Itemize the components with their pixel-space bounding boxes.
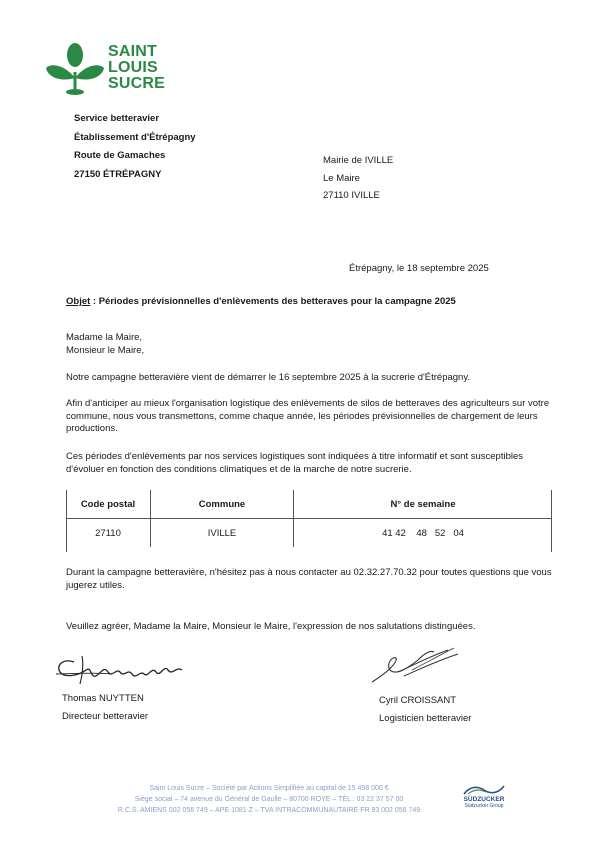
subject-label: Objet: [66, 296, 91, 307]
sudzucker-mark-icon: [456, 782, 512, 796]
footer-line: R.C.S. AMIENS 002 056 749 – APE 1081 Z – TVA INTRACOMMUNAUTAIRE FR 93 002 056 749: [117, 807, 421, 814]
cell-commune: IVILLE: [151, 519, 294, 548]
table-row: [66, 519, 552, 548]
logo-line-2: LOUIS: [108, 59, 158, 76]
paragraph-4: Durant la campagne betteravière, n'hésitez pas à nous contacter au 02.32.27.70.32 pour toutes questions que vous jugerez utiles.: [66, 567, 552, 591]
salutation-line: Madame la Maire,: [66, 332, 143, 343]
header-code-postal: Code postal: [66, 490, 151, 519]
table-header-row: [66, 490, 552, 519]
sudzucker-logo: [456, 782, 512, 810]
header-commune: Commune: [151, 490, 294, 519]
paragraph-1: Notre campagne betteravière vient de démarrer le 16 septembre 2025 à la sucrerie d'Étrépagny.: [66, 372, 471, 383]
footer: [86, 783, 452, 816]
logo-line-3: SUCRE: [108, 75, 166, 92]
signatory-name: Thomas NUYTTEN: [62, 693, 144, 704]
sender-line: 27150 ÉTRÉPAGNY: [74, 168, 162, 180]
footer-line: Siège social – 74 avenue du Général de Gaulle – 80700 ROYE – TÉL : 03 22 37 57 00: [134, 796, 404, 803]
sender-line: Service betteravier: [74, 113, 160, 124]
signatory-title: Logisticien betteravier: [379, 713, 472, 724]
recipient-line: Le Maire: [323, 172, 360, 184]
leaf-logo-icon: [44, 42, 106, 98]
footer-line: Saint Louis Sucre – Société par Actions Simplifiée au capital de 15 458 000 €: [149, 785, 389, 792]
company-logo: [44, 40, 174, 100]
signature-left: [52, 652, 190, 686]
sender-line: Route de Gamaches: [74, 150, 166, 161]
signatory-left: [62, 690, 148, 726]
sender-address: [74, 110, 196, 184]
logo-line-1: SAINT: [108, 43, 157, 60]
recipient-address: [323, 152, 393, 205]
letter-date: Étrépagny, le 18 septembre 2025: [349, 263, 489, 274]
signatory-name: Cyril CROISSANT: [379, 695, 457, 706]
cell-code-postal: 27110: [95, 527, 121, 539]
recipient-line: Mairie de IVILLE: [323, 155, 394, 166]
sudzucker-group: Südzucker Group: [464, 803, 504, 809]
sender-line: Établissement d'Étrépagny: [74, 131, 196, 143]
paragraph-2: Afin d'anticiper au mieux l'organisation logistique des enlèvements de silos de betteraves des agriculteurs sur votre commune, nous vous transmettons, comme chaque année, les périodes prévisionnelles de chargement de leurs productions.: [66, 398, 550, 434]
signatory-right: [379, 692, 471, 728]
cell-weeks: 41 42 48 52 04: [294, 519, 553, 548]
paragraph-5: Veuillez agréer, Madame la Maire, Monsieur le Maire, l'expression de nos salutations distinguées.: [66, 621, 476, 632]
collection-periods-table: [66, 490, 552, 547]
paragraph-3: Ces périodes d'enlèvements par nos services logistiques sont indiquées à titre informatif et sont susceptibles d'évoluer en fonction des conditions climatiques et de la marche de notre sucrerie.: [66, 451, 523, 475]
header-week-number: N° de semaine: [294, 490, 553, 519]
salutation: [66, 332, 144, 357]
sudzucker-name: SÜDZUCKER: [463, 796, 505, 803]
signature-right: [368, 642, 464, 688]
salutation-line: Monsieur le Maire,: [66, 344, 145, 356]
signatory-title: Directeur betteravier: [62, 711, 149, 722]
subject-text: : Périodes prévisionnelles d'enlèvements des betteraves pour la campagne 2025: [90, 296, 456, 307]
letter-subject: [66, 296, 456, 309]
recipient-line: 27110 IVILLE: [323, 190, 380, 201]
